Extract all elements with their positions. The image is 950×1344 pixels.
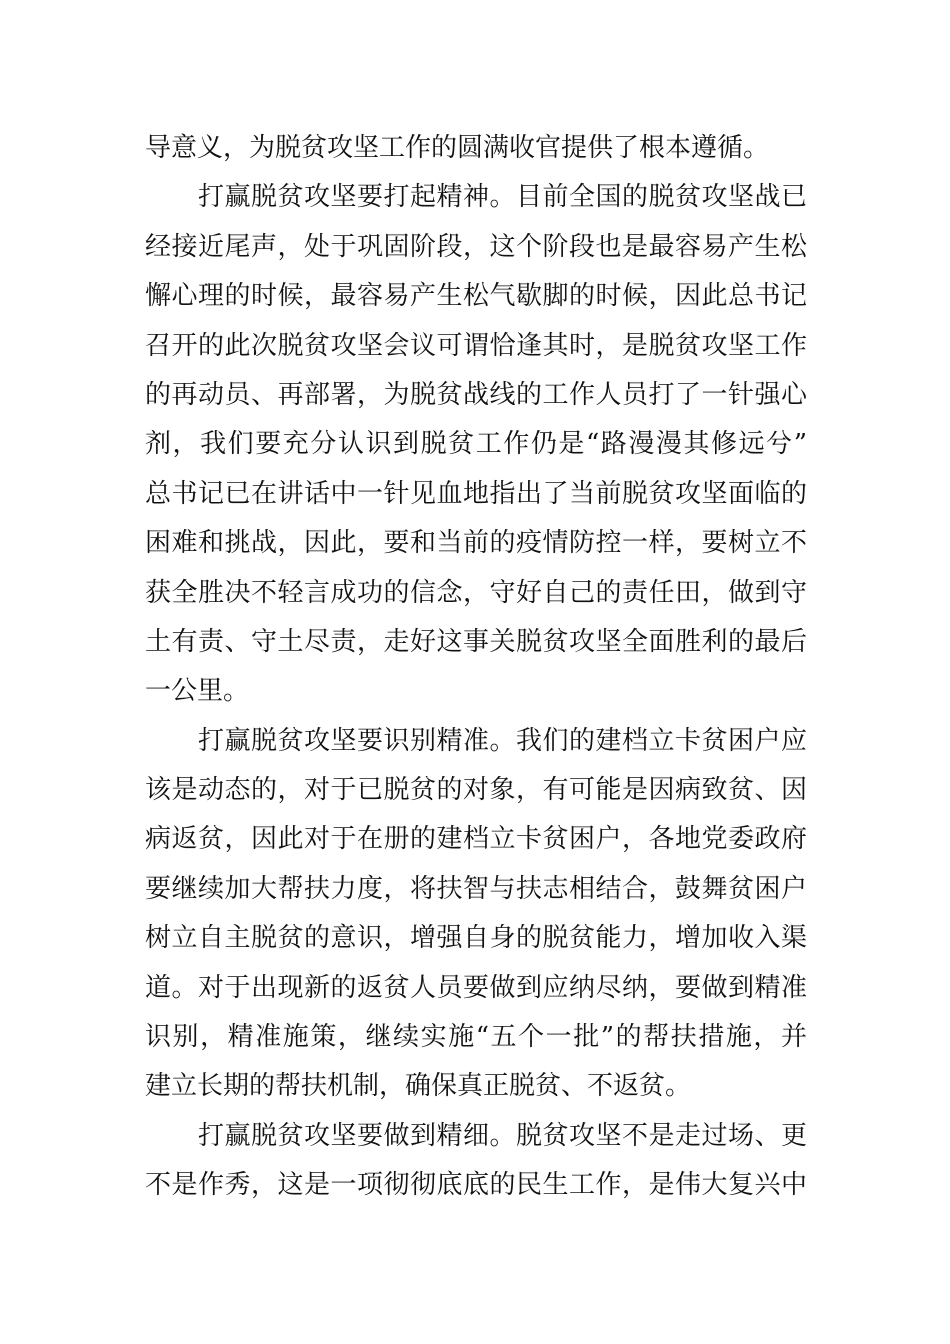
- text-line: 病返贫，因此对于在册的建档立卡贫困户，各地党委政府: [145, 824, 807, 855]
- text-line: 树立自主脱贫的意识，增强自身的脱贫能力，增加收入渠: [145, 923, 807, 954]
- text-line: 召开的此次脱贫攻坚会议可谓恰逢其时，是脱贫攻坚工作: [145, 330, 807, 361]
- text-line: 经接近尾声，处于巩固阶段，这个阶段也是最容易产生松: [145, 231, 807, 262]
- text-line: 识别，精准施策，继续实施“五个一批”的帮扶措施，并: [145, 1022, 807, 1053]
- text-line: 该是动态的，对于已脱贫的对象，有可能是因病致贫、因: [145, 775, 807, 806]
- text-line: 剂，我们要充分认识到脱贫工作仍是“路漫漫其修远兮”: [145, 429, 807, 460]
- text-line: 导意义，为脱贫攻坚工作的圆满收官提供了根本遵循。: [145, 133, 770, 163]
- text-line: 困难和挑战，因此，要和当前的疫情防控一样，要树立不: [145, 528, 807, 559]
- text-line: 要继续加大帮扶力度，将扶智与扶志相结合，鼓舞贫困户: [145, 873, 807, 904]
- text-line: 不是作秀，这是一项彻彻底底的民生工作，是伟大复兴中: [145, 1170, 807, 1201]
- text-line: 的再动员、再部署，为脱贫战线的工作人员打了一针强心: [145, 379, 807, 410]
- text-line: 获全胜决不轻言成功的信念，守好自己的责任田，做到守: [145, 577, 807, 608]
- text-line: 打赢脱贫攻坚要打起精神。目前全国的脱贫攻坚战已: [198, 182, 807, 213]
- text-line: 懈心理的时候，最容易产生松气歇脚的时候，因此总书记: [145, 281, 807, 312]
- text-line: 土有责、守土尽责，走好这事关脱贫攻坚全面胜利的最后: [145, 626, 807, 657]
- text-line: 建立长期的帮扶机制，确保真正脱贫、不返贫。: [145, 1071, 692, 1102]
- body-text: [145, 124, 807, 1211]
- text-line: 道。对于出现新的返贫人员要做到应纳尽纳，要做到精准: [145, 972, 807, 1003]
- text-line: 打赢脱贫攻坚要识别精准。我们的建档立卡贫困户应: [198, 725, 807, 756]
- text-line: 一公里。: [145, 676, 250, 707]
- text-line: 总书记已在讲话中一针见血地指出了当前脱贫攻坚面临的: [145, 478, 807, 509]
- text-line: 打赢脱贫攻坚要做到精细。脱贫攻坚不是走过场、更: [198, 1120, 807, 1151]
